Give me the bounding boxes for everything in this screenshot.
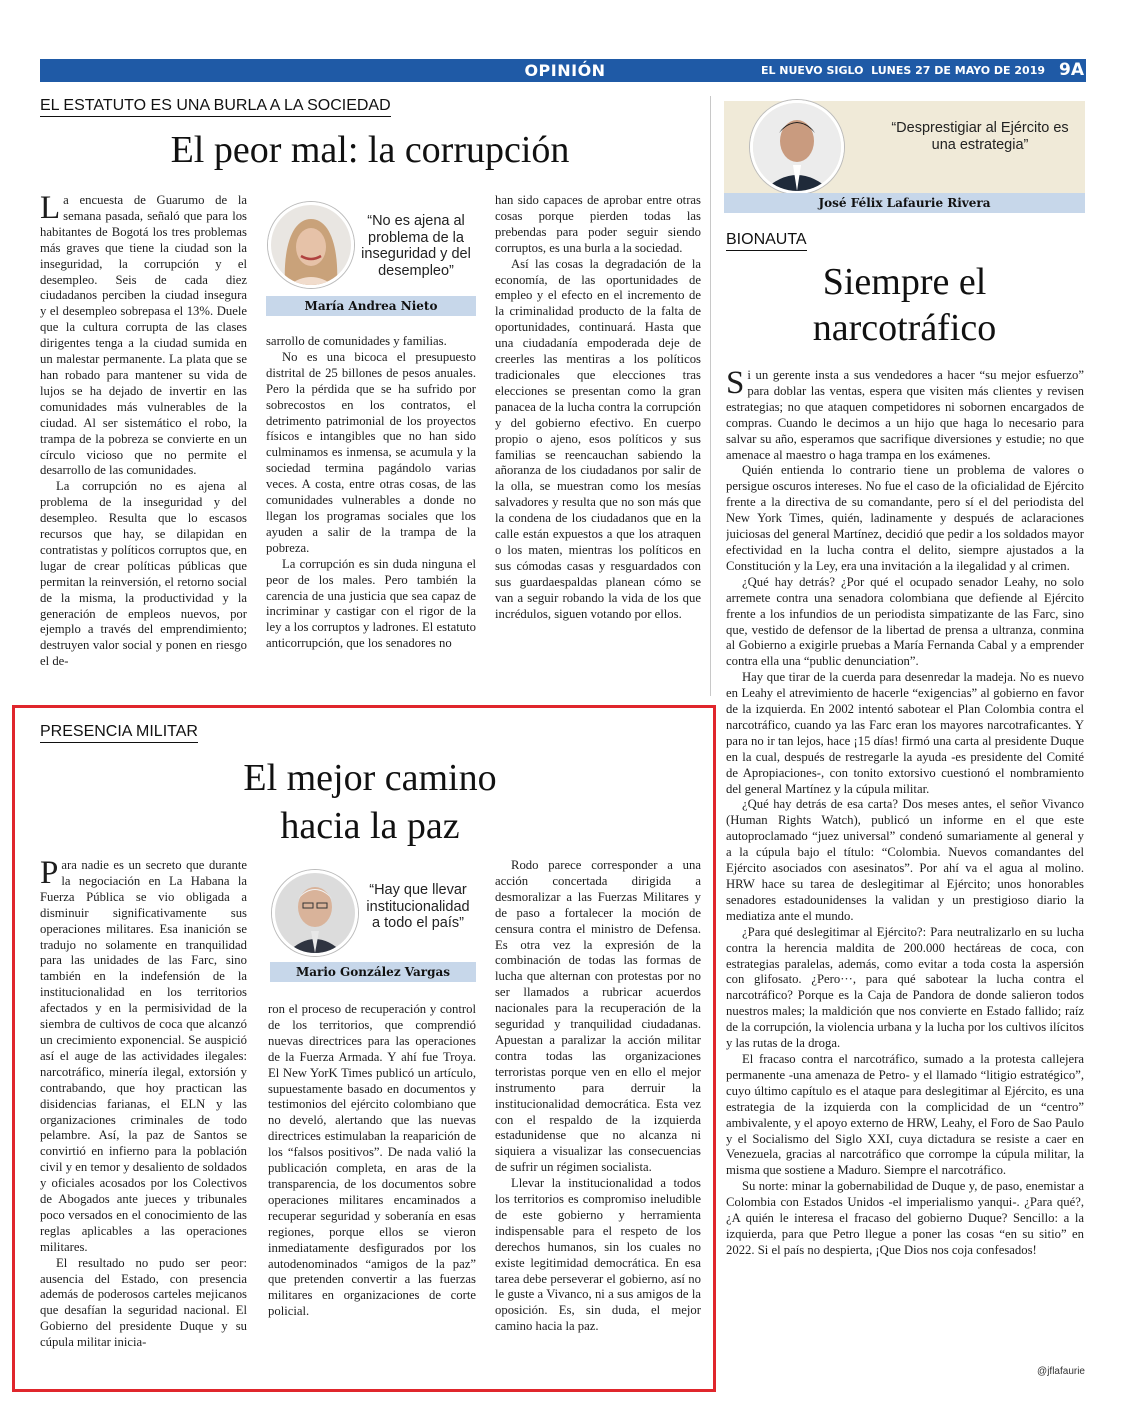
article3-author-name: José Félix Lafaurie Rivera bbox=[724, 193, 1085, 213]
article2-pullquote: “Hay que llevar institucionalidad a todo el país” bbox=[366, 882, 470, 931]
article3-paragraph: Hay que tirar de la cuerda para desenredar la madeja. No es nuevo en Leahy el atrevimiento de hacerle “exigencias” al gobierno en favor de la izquierda. En 2002 intentó sabotear el Plan Colombia contra el narcotráfico, cuando ya las Farc eran los mayores narcotraficantes. Y para no ir tan lejos, hace ¡15 días! firmó una carta al presidente Duque en la cual, después de restregarle la ayuda -es presidente del Comité de Apropiaciones-, con tonito extorsivo cuestionó el nombramiento del general Martínez y la cúpula militar. bbox=[726, 670, 1084, 796]
article1-pullquote: “No es ajena al problema de la inseguridad y del desempleo” bbox=[361, 213, 471, 279]
article2-paragraph: Rodo parece corresponder a una acción concertada dirigida a desmoralizar a las Fuerzas Militares y de paso a fortalecer la moción de censura contra el ministro de Defensa. Es otra vez la expresión de la combinación de todas las formas de lucha que alternan con protestas por no ser llamados a rubricar acuerdos nacionales para la recuperación de la seguridad y tranquilidad ciudadanas. Apuestan a paralizar la acción militar contra todas las organizaciones terroristas porque ven en ello el mejor instrumento para derruir la institucionalidad democrática. Esta vez con el respaldo de la izquierda estadunidense que no alcanza ni siquiera a visualizar las consecuencias de sufrir un régimen socialista. bbox=[495, 858, 701, 1175]
section-title: OPINIÓN bbox=[524, 61, 606, 80]
article3-paragraph: ¿Para qué deslegitimar al Ejército?: Para neutralizarlo en su lucha contra la herencia maldita de 200.000 hectáreas de coca, con estrategias paralelas, además, como evitar a toda costa la aspersión con glifosato. ¿Pero···, para qué sabotear la lucha contra el narcotráfico? Porque es la Caja de Pandora de donde salieron todos nuestros males; la maldición que nos convierte en Estado fallido; raíz de la corrupción, la violencia urbana y la lucha por los cultivos ilícitos y las rutas de la droga. bbox=[726, 924, 1084, 1051]
article3-dropcap: S bbox=[726, 368, 745, 401]
article2-dropcap: P bbox=[40, 858, 59, 891]
article2-paragraph: ara nadie es un secreto que durante la negociación en La Habana la Fuerza Pública se vio obligada a disminuir significativamente sus operaciones militares. Esa inanición se tradujo no solamente en tranquilidad para las unidades de las Farc, sino también en la indefensión de la institucionalidad en los territorios afectados y en la permisividad de la siembra de cultivos de coca que alcanzó un crecimiento exponencial. Se auspició así el auge de las actividades ilegales: narcotráfico, minería ilegal, extorsión y contrabando, que hoy practican las disidencias farianas, el ELN y las organizaciones criminales de todo pelambre. Así, la paz de Santos se convirtió en infierno para la población civil y en temor y desaliento de soldados y oficiales acosados por los Colectivos de Abogados ante jueces y tribunales poco versados en el conocimiento de las reglas aplicables a las operaciones militares. bbox=[40, 858, 247, 1254]
article1-column-1 bbox=[40, 193, 247, 687]
article3-pullquote: “Desprestigiar al Ejército es una estrategia” bbox=[891, 120, 1069, 153]
article2-headline-line2: hacia la paz bbox=[280, 805, 460, 847]
article2-kicker: PRESENCIA MILITAR bbox=[40, 723, 198, 743]
article3-headline-line1: Siempre el bbox=[822, 261, 987, 303]
article3-paragraph: Su norte: minar la gobernabilidad de Duque y, de paso, enemistar a Colombia con Estados Unidos -el imperialismo yanqui-. ¿Para qué?, ¿A quién le interesa el fracaso del gobierno Duque? Sencillo: a la izquierda, para que Petro llegue a poner las cosas “en su sitio” en 2022. Si el país no despierta, ¡Que Dios nos coja confesados! bbox=[726, 1179, 1084, 1257]
article3-paragraph: Quién entienda lo contrario tiene un problema de valores o persigue oscuros intereses. No fue el caso de la oficialidad de Ejército frente a la directiva de su comandante, pero sí el del periodista del New York Times, quién, ladinamente y después de aclaraciones juiciosas del general Martínez, decidió que pedir a los soldados mayor efectividad en la lucha contra el delito, siempre ajustados a la Constitución y la Ley, era una invitación a la ilegalidad y al crimen. bbox=[726, 463, 1084, 573]
article1-column-3 bbox=[495, 193, 701, 687]
article3-headline-line2: narcotráfico bbox=[812, 307, 997, 349]
article1-paragraph: a encuesta de Guarumo de la semana pasada, señaló que para los habitantes de Bogotá los tres problemas más graves que tiene la ciudad son la inseguridad, la corrupción y el desempleo. Seis de cada diez ciudadanos perciben la ciudad insegura y el desempleo sobrepasa el 13%. Duele que la cultura corrupta de las clases dirigentes tenga a la ciudad sumida en un malestar permanente. La plata que se han robado para mantener su vida de lujos se ha dejado de invertir en las comunidades más vulnerables de la ciudad. Al ser sistemático el robo, la trampa de la pobreza se convierte en un círculo vicioso que no permite el desarrollo de las comunidades. bbox=[40, 193, 247, 478]
article1-pullquote-box bbox=[266, 200, 476, 318]
article1-column-2 bbox=[266, 334, 476, 686]
article3-paragraph: i un gerente insta a sus vendedores a hacer “su mejor esfuerzo” para doblar las ventas, espera que visiten más clientes y revisen estrategias; no que ataquen competidores ni sobornen encargados de compras. Cuando le decimos a un hijo que haga lo necesario para salvar su año, esperamos que sacrifique diversiones y estudie; no que amenace al maestro o haga trampa en los exámenes. bbox=[726, 368, 1084, 462]
article3-paragraph: ¿Qué hay detrás de esa carta? Dos meses antes, el señor Vivanco (Human Rights Watch), publicó un informe en el que este autoproclamado “juez universal” condenó sumariamente al general y a la cúpula bajo el título: “Colombia. Nuevos comandantes del Ejército asociados con asesinatos”. Por ahí va el agua al molino. HRW hace su tarea de deslegitimar al Ejército; unos honorables senadores estadounidenses la validan y un prestigioso diario la mediatiza ante el mundo. bbox=[726, 797, 1084, 923]
article3-author-portrait bbox=[750, 100, 844, 194]
article2-paragraph: Llevar la institucionalidad a todos los territorios es compromiso ineludible de este gobierno y herramienta indispensable para el respeto de los derechos humanos, sin los cuales no existe legitimidad democrática. En esa tarea debe perseverar el gobierno, así no le guste a Vivanco, ni a sus amigos de la oposición. Es, sin duda, el mejor camino hacia la paz. bbox=[495, 1176, 701, 1334]
article1-author-portrait bbox=[268, 202, 354, 288]
article2-author-name: Mario González Vargas bbox=[270, 962, 476, 982]
article1-paragraph: No es una bicoca el presupuesto distrital de 25 billones de pesos anuales. Pero la pérdida que se ha sufrido por sobrecostos en los contratos, el detrimento patrimonial de los proyectos físicos e intangibles que no han sido culminamos es inmensa, se acumula y la sociedad termina pagándolo varias veces. A costa, entre otras cosas, de las comunidades vulnerables a donde no llegan los programas sociales que los ayuden a salir de la trampa de la pobreza. bbox=[266, 349, 476, 555]
article1-paragraph: Así las cosas la degradación de la economía, de las oportunidades de empleo y el efecto en el incremento de la criminalidad producto de la falta de oportunidades, continuará. Hasta que una ciudadanía empoderada deje de creerles las mentiras a los políticos tradicionales que elecciones tras elecciones se presentan como la gran panacea de la lucha contra la corrupción y del gobierno efectivo. En cuerpo propio o ajeno, esos políticos y sus familias se reencauchan sabiendo la añoranza de los ciudadanos por salir de la olla, se muestran como los mesías salvadores y resulta que no son más que la condena de los ciudadanos que en la calle están expuestos a que los atraquen o los maten, mientras los políticos en sus cómodas casas y resguardados con sus guardaespaldas planean cómo se van a seguir robando la vida de los que incrédulos, siguen votando por ellos. bbox=[495, 256, 701, 621]
article2-headline-line1: El mejor camino bbox=[243, 757, 497, 799]
article2-column-3 bbox=[495, 858, 701, 1358]
article1-paragraph: La corrupción es sin duda ninguna el peor de los males. Pero también la carencia de una justicia que sea capaz de incriminar y castigar con el rigor de la ley a los corruptos y ladrones. El estatuto anticorrupción, que los senadores no bbox=[266, 556, 476, 651]
article1-kicker: EL ESTATUTO ES UNA BURLA A LA SOCIEDAD bbox=[40, 97, 391, 117]
article2-column-1 bbox=[40, 858, 247, 1358]
author-twitter-handle: @jflafaurie bbox=[1037, 1366, 1085, 1377]
article1-paragraph: sarrollo de comunidades y familias. bbox=[266, 334, 447, 348]
column-divider bbox=[710, 96, 711, 696]
article1-dropcap: L bbox=[40, 193, 61, 226]
article1-paragraph: han sido capaces de aprobar entre otras cosas porque pierden todas las prebendas para poder seguir siendo corruptos, es una burla a la sociedad. bbox=[495, 193, 701, 255]
masthead-date: EL NUEVO SIGLO LUNES 27 DE MAYO DE 2019 bbox=[760, 64, 1045, 77]
article3-paragraph: El fracaso contra el narcotráfico, sumado a la protesta callejera permanente -una amenaza de Petro- y el llamado “litigio estratégico”, cuyo último capítulo es el ataque para deslegitimar al Ejército, es una estrategia de la izquierda con la complicidad de un “centro” ambivalente, y el apoyo externo de HRW, Leahy, el Foro de Sao Paulo y el Socialismo del Siglo XXI, cuya dictadura se resiste a caer en Venezuela, gracias al narcotráfico que corrompe la cúpula militar, la misma que sostiene a Maduro. Siempre el narcotráfico. bbox=[726, 1051, 1084, 1178]
article2-pullquote-box bbox=[270, 868, 476, 984]
article3-kicker: BIONAUTA bbox=[726, 231, 807, 251]
article2-paragraph: ron el proceso de recuperación y control de los territorios, que comprendió nuevas directrices para las operaciones de la Fuerza Armada. Y ahí fue Troya. El New YorK Times publicó un artículo, supuestamente basado en documentos y testimonios del ejército colombiano que no develó, alertando que las nuevas directrices estimulaban la reaparición de los “falsos positivos”. De nada valió la publicación completa, en aras de la transparencia, de los documentos sobre operaciones militares encaminados a recuperar seguridad y soberanía en esas regiones, porque ellos se vieron inmediatamente desfigurados por los autodenominados “amigos de la paz” que pretenden convertir a las fuerzas militares en organizaciones de corte policial. bbox=[268, 1002, 476, 1319]
article2-paragraph: El resultado no pudo ser peor: ausencia del Estado, con presencia además de poderosos carteles mejicanos que desafían la seguridad nacional. El Gobierno del presidente Duque y su cúpula militar inicia- bbox=[40, 1255, 247, 1350]
article1-author-name: María Andrea Nieto bbox=[266, 296, 476, 316]
article1-headline: El peor mal: la corrupción bbox=[170, 129, 570, 171]
article2-column-2 bbox=[268, 1002, 476, 1358]
article2-author-portrait bbox=[272, 870, 358, 956]
article3-paragraph: ¿Qué hay detrás? ¿Por qué el ocupado senador Leahy, no solo arremete contra una senadora colombiana que defiende al Ejército frente a los infundios de un periodista simpatizante de las Farc, sino que, vestido de defensor de la libertad de prensa a ultranza, conmina al Gobierno a exigirle pruebas a María Fernanda Cabal y a emprender contra ella una “public denunciation”. bbox=[726, 574, 1084, 669]
article3-body bbox=[726, 368, 1084, 1336]
article1-paragraph: La corrupción no es ajena al problema de la inseguridad y del desempleo. Resulta que lo escasos recursos que hay, se dilapidan en contratistas y políticos corruptos que, en lugar de crear políticas públicas que permitan la reinversión, el retorno social de la misma, la productividad y la generación de empleos nuevos, por ejemplo a través del emprendimiento; destruyen valor social y ponen en riesgo el de- bbox=[40, 479, 247, 669]
page-number: 9A bbox=[1059, 60, 1084, 80]
